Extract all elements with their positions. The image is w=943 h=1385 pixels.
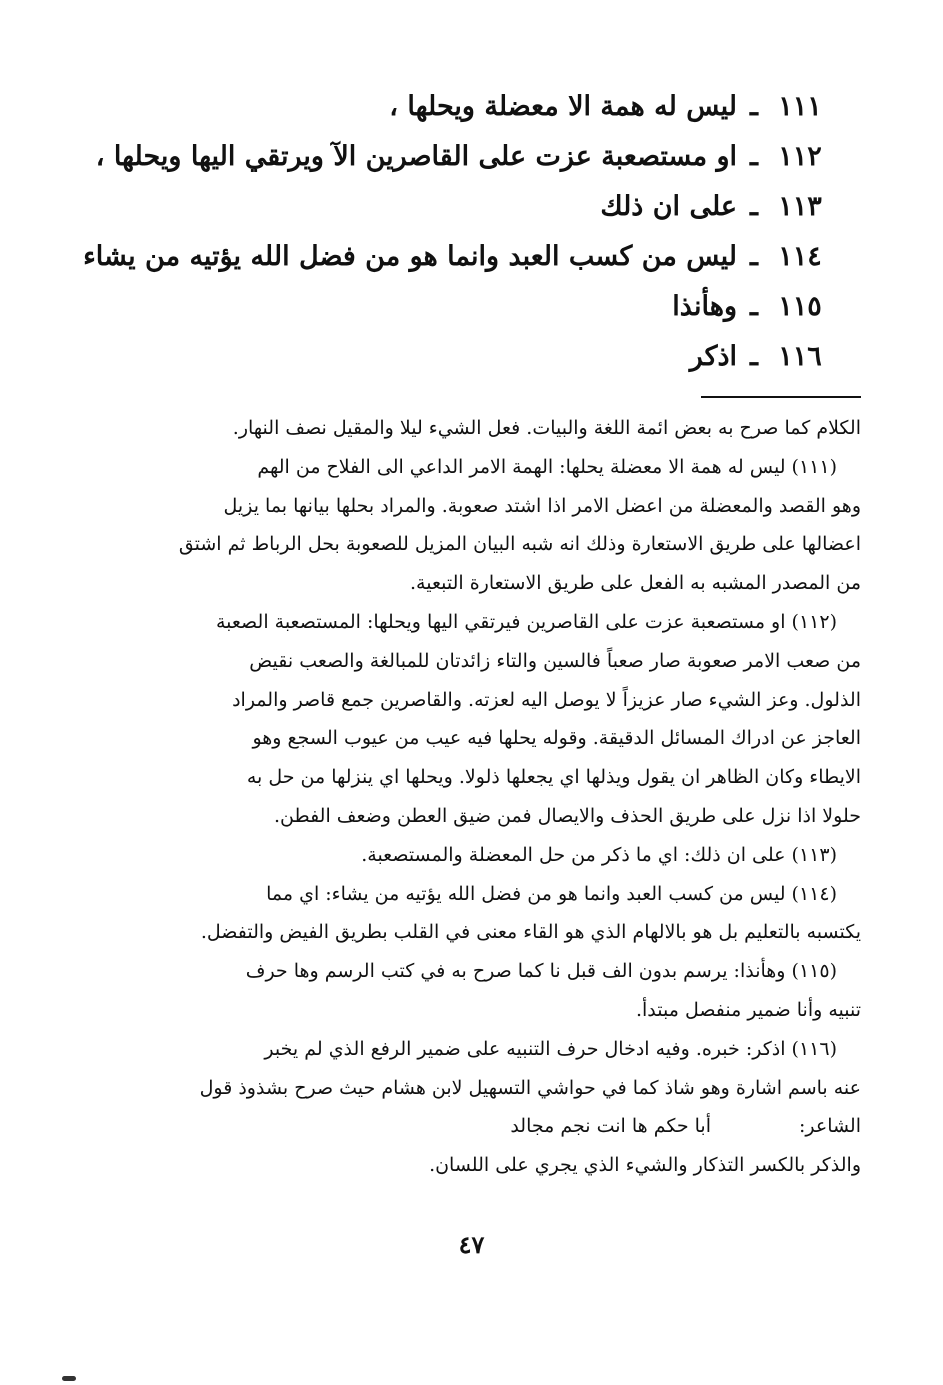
note-115	[81, 952, 861, 1030]
scan-speck	[62, 1376, 76, 1381]
verse-dash: ـ	[750, 291, 758, 322]
verse-line	[83, 232, 829, 282]
commentary-line: الذلول. وعز الشيء صار عزيزاً لا يوصل اليه لعزته. والقاصرين جمع قاصر والمراد	[232, 688, 861, 711]
commentary-line: (١١٦) اذكر: خبره. وفيه ادخال حرف التنبيه على ضمير الرفع الذي لم يخبر	[264, 1037, 837, 1060]
verse-number: ١١٢	[778, 141, 822, 172]
note-111	[81, 448, 861, 603]
commentary-line: (١١٣) على ان ذلك: اي ما ذكر من حل المعضلة والمستصعبة.	[361, 843, 837, 866]
verse-text: على ان ذلك	[600, 191, 737, 222]
verse-line	[109, 332, 829, 382]
verse-line	[109, 82, 829, 132]
verse-line	[109, 282, 829, 332]
note-116	[81, 1030, 861, 1185]
commentary-line: الكلام كما صرح به بعض ائمة اللغة والبيات. فعل الشيء ليلا والمقيل نصف النهار.	[232, 417, 861, 439]
commentary-line: من المصدر المشبه به الفعل على طريق الاستعارة التبعية.	[410, 572, 861, 595]
poem-verse: أبا حكم ها انت نجم مجالد	[510, 1115, 711, 1138]
verse-dash: ـ	[750, 91, 758, 122]
verse-line	[95, 132, 829, 182]
commentary-line: حلولا اذا نزل على طريق الحذف والايصال فمن ضيق العطن وضعف الفطن.	[273, 804, 861, 827]
commentary-line: (١١٥) وهأنذا: يرسم بدون الف قبل نا كما صرح به في كتب الرسم وها حرف	[245, 960, 837, 983]
note-112	[81, 603, 861, 836]
verse-list	[83, 82, 829, 382]
verse-dash: ـ	[750, 341, 758, 372]
poem-line	[81, 1107, 861, 1146]
commentary-line: تنبيه وأنا ضمير منفصل مبتدأ.	[635, 998, 861, 1021]
commentary-line: (١١٢) او مستصعبة عزت على القاصرين فيرتقي اليها ويحلها: المستصعبة الصعبة	[215, 610, 837, 633]
verse-number: ١١١	[778, 91, 822, 122]
commentary-line: (١١٤) ليس من كسب العبد وانما هو من فضل الله يؤتيه من يشاء: اي مما	[266, 882, 837, 905]
verse-number: ١١٣	[778, 191, 822, 222]
note-114	[81, 875, 861, 953]
commentary-line: عنه باسم اشارة وهو شاذ كما في حواشي التسهيل لابن هشام حيث صرح بشذوذ قول	[199, 1076, 861, 1099]
commentary-line: من صعب الامر صعوبة صار صعباً فالسين والتاء زائدتان للمبالغة والصعب نقيض	[249, 649, 861, 672]
verse-text: اذكر	[689, 341, 737, 372]
commentary-line: يكتسبه بالتعليم بل هو بالالهام الذي هو القاء معنى في القلب بطريق الفيض والتفضل.	[200, 921, 861, 944]
commentary-line: والذكر بالكسر التذكار والشيء الذي يجري على اللسان.	[429, 1154, 861, 1177]
footnote-separator	[701, 396, 861, 398]
verse-line	[109, 182, 829, 232]
verse-text: ليس من كسب العبد وانما هو من فضل الله يؤتيه من يشاء	[83, 241, 737, 272]
page-number: ٤٧	[458, 1230, 485, 1259]
commentary-line: العاجز عن ادراك المسائل الدقيقة. وقوله يحلها فيه عيب من عيوب السجع وهو	[252, 727, 861, 750]
commentary	[81, 409, 861, 1185]
verse-number: ١١٦	[778, 341, 822, 372]
verse-text: او مستصعبة عزت على القاصرين الآ ويرتقي اليها ويحلها ،	[95, 141, 737, 172]
verse-text: ليس له همة الا معضلة ويحلها ،	[389, 91, 737, 122]
note-113	[81, 836, 861, 875]
verse-dash: ـ	[750, 141, 758, 172]
verse-dash: ـ	[750, 191, 758, 222]
verse-text: وهأنذا	[672, 291, 737, 322]
poem-lead: الشاعر:	[798, 1115, 861, 1138]
commentary-line: (١١١) ليس له همة الا معضلة يحلها: الهمة الامر الداعي الى الفلاح من الهم	[257, 455, 837, 478]
commentary-line: اعضالها على طريق الاستعارة وذلك انه شبه البيان المزيل للصعوبة بحل الرباط ثم اشتق	[178, 533, 861, 556]
verse-number: ١١٤	[778, 241, 822, 272]
verse-dash: ـ	[750, 241, 758, 272]
commentary-line: الايطاء وكان الظاهر ان يقول ويذلها اي يجعلها ذلولا. ويحلها اي ينزلها من حل به	[246, 766, 861, 789]
commentary-line: وهو القصد والمعضلة من اعضل الامر اذا اشتد صعوبة. والمراد بحلها بيانها بما يزيل	[223, 494, 861, 517]
verse-number: ١١٥	[778, 291, 822, 322]
